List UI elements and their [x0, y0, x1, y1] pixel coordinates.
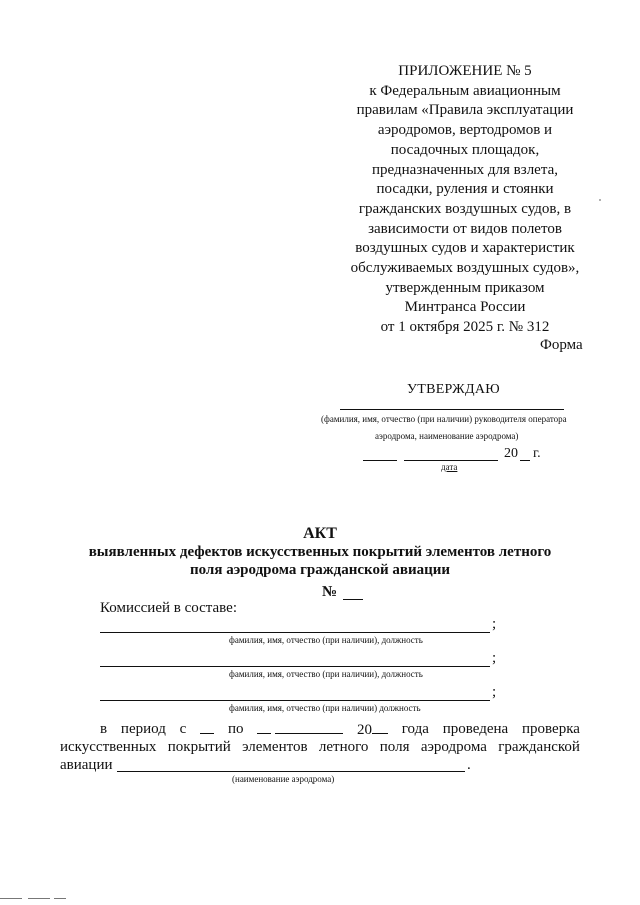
period-word: в — [100, 721, 108, 737]
appendix-line: Минтранса России — [404, 299, 526, 316]
period-line-3-word: авиации — [60, 757, 113, 773]
appendix-line: посадки, руления и стоянки — [376, 181, 554, 198]
period-word: аэродрома — [420, 739, 487, 755]
member-1-caption: фамилия, имя, отчество (при наличии), должность — [229, 635, 423, 645]
approve-title: УТВЕРЖДАЮ — [407, 382, 500, 397]
appendix-line: утвержденным приказом — [385, 279, 545, 296]
date-day-line[interactable] — [363, 460, 397, 461]
approver-caption-2: аэродрома, наименование аэродрома) — [375, 431, 519, 441]
appendix-line: к Федеральным авиационным — [369, 82, 561, 99]
aerodrome-name-line[interactable] — [117, 771, 465, 772]
period-word: по — [228, 721, 244, 737]
appendix-line: гражданских воздушных судов, в — [358, 200, 572, 217]
form-label: Форма — [540, 337, 583, 353]
appendix-line: аэродромов, вертодромов и — [377, 122, 553, 139]
commission-label: Комиссией в составе: — [100, 600, 238, 616]
period-year-prefix: 20 — [356, 722, 372, 738]
scan-mark — [0, 898, 22, 899]
member-2-line[interactable] — [100, 666, 490, 667]
act-title: АКТ — [303, 525, 337, 542]
appendix-line: посадочных площадок, — [390, 141, 540, 158]
aerodrome-caption: (наименование аэродрома) — [232, 774, 335, 784]
date-caption: дата — [441, 462, 458, 472]
member-2-end: ; — [492, 650, 497, 666]
member-1-end: ; — [492, 616, 497, 632]
period-word: элементов — [242, 739, 308, 755]
member-2-caption: фамилия, имя, отчество (при наличии), должность — [229, 669, 423, 679]
approver-caption: (фамилия, имя, отчество (при наличии) руководителя оператора — [321, 414, 567, 424]
period-word: проведена — [442, 721, 509, 737]
period-line-2 — [60, 739, 580, 756]
member-3-line[interactable] — [100, 700, 490, 701]
appendix-line: правилам «Правила эксплуатации — [356, 102, 574, 119]
member-1-line[interactable] — [100, 632, 490, 633]
period-line-3-end: . — [467, 757, 471, 773]
act-number-line[interactable] — [343, 599, 363, 600]
period-line-1 — [100, 721, 580, 739]
period-word: искусственных — [60, 739, 157, 755]
period-word: года — [401, 721, 429, 737]
period-word: проверка — [522, 721, 580, 737]
scan-speck — [599, 199, 601, 201]
scan-mark — [54, 898, 66, 899]
period-end-day-blank[interactable] — [257, 721, 271, 734]
appendix-header — [330, 62, 600, 338]
appendix-line: обслуживаемых воздушных судов», — [350, 260, 580, 277]
member-3-caption: фамилия, имя, отчество (при наличии) должность — [229, 703, 421, 713]
period-word: летного — [318, 739, 369, 755]
approver-signature-line[interactable] — [340, 409, 564, 410]
appendix-line: зависимости от видов полетов — [368, 220, 562, 237]
appendix-line: воздушных судов и характеристик — [355, 240, 575, 257]
appendix-line: от 1 октября 2025 г. № 312 — [380, 319, 550, 336]
period-word: покрытий — [167, 739, 231, 755]
period-word: с — [179, 721, 187, 737]
period-end-month-blank[interactable] — [275, 721, 343, 734]
period-start-day-blank[interactable] — [200, 721, 214, 734]
member-3-end: ; — [492, 684, 497, 700]
act-number-sign: № — [322, 584, 338, 600]
period-word: поля — [379, 739, 410, 755]
scan-mark — [28, 898, 50, 899]
date-year-prefix: 20 — [504, 446, 518, 461]
date-month-line[interactable] — [404, 460, 498, 461]
appendix-line: предназначенных для взлета, — [372, 161, 558, 178]
date-year-suffix: г. — [533, 446, 541, 461]
date-year-line[interactable] — [520, 460, 530, 461]
period-year-blank[interactable] — [372, 721, 388, 734]
act-subtitle-1: выявленных дефектов искусственных покрытий элементов летного — [88, 544, 552, 560]
act-subtitle-2: поля аэродрома гражданской авиации — [189, 562, 451, 578]
period-word: гражданской — [498, 739, 580, 755]
period-word: период — [120, 721, 166, 737]
appendix-line: ПРИЛОЖЕНИЕ № 5 — [398, 63, 532, 79]
